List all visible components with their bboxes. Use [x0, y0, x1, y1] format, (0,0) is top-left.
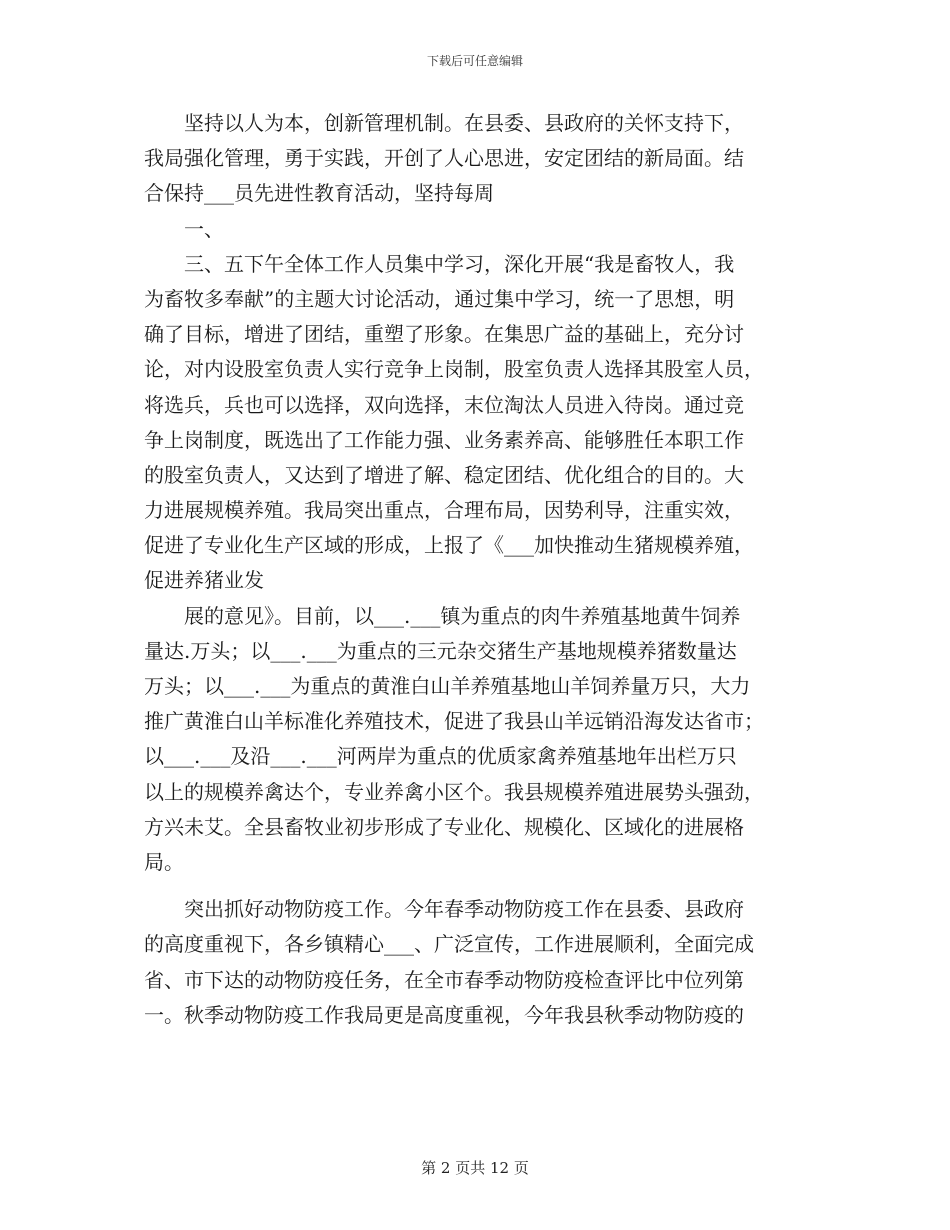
- text-line: 将选兵，兵也可以选择，双向选择，末位淘汰人员进入待岗。通过竞: [144, 392, 744, 417]
- text-line: 力进展规模养殖。我局突出重点，合理布局，因势利导，注重实效，: [144, 498, 744, 523]
- text-line: 的股室负责人，又达到了增进了解、稳定团结、优化组合的目的。大: [144, 462, 744, 487]
- text-line: 争上岗制度，既选出了工作能力强、业务素养高、能够胜任本职工作: [144, 427, 744, 452]
- text-line: 三、五下午全体工作人员集中学习，深化开展“我是畜牧人，我: [184, 251, 735, 276]
- text-line: 万头；以___.___为重点的黄淮白山羊养殖基地山羊饲养量万只，大力: [144, 674, 751, 698]
- text-line: 的高度重视下，各乡镇精心___、广泛宣传，工作进展顺利，全面完成: [144, 932, 754, 957]
- text-line: 突出抓好动物防疫工作。今年春季动物防疫工作在县委、县政府: [184, 897, 744, 922]
- text-line: 为畜牧多奉献”的主题大讨论活动，通过集中学习，统一了思想，明: [144, 286, 735, 311]
- text-line: 促进了专业化生产区域的形成，上报了《___加快推动生猪规模养殖，: [144, 533, 754, 558]
- text-line: 局。: [144, 849, 184, 874]
- text-line: 一。秋季动物防疫工作我局更是高度重视，今年我县秋季动物防疫的: [144, 1002, 744, 1027]
- text-line: 确了目标，增进了团结，重塑了形象。在集思广益的基础上，充分讨: [144, 322, 744, 347]
- text-line: 展的意见》。目前，以___.___镇为重点的肉牛养殖基地黄牛饲养: [184, 603, 741, 628]
- text-line: 以上的规模养禽达个，专业养禽小区个。我县规模养殖进展势头强劲，: [144, 779, 764, 804]
- text-line: 量达.万头；以___.___为重点的三元杂交猪生产基地规模养猪数量达: [144, 638, 737, 663]
- text-line: 方兴未艾。全县畜牧业初步形成了专业化、规模化、区域化的进展格: [144, 814, 744, 839]
- text-line: 一、: [184, 216, 224, 241]
- paragraph-gap: [144, 880, 806, 892]
- text-line: 促进养猪业发: [144, 568, 264, 593]
- text-line: 我局强化管理，勇于实践，开创了人心思进，安定团结的新局面。结: [144, 146, 744, 171]
- text-line: 省、市下达的动物防疫任务，在全市春季动物防疫检查评比中位列第: [144, 967, 744, 992]
- text-line: 论，对内设股室负责人实行竞争上岗制，股室负责人选择其股室人员，: [144, 357, 764, 382]
- document-body: [144, 106, 806, 1033]
- text-line: 以___.___及沿___.___河两岸为重点的优质家禽养殖基地年出栏万只: [144, 744, 737, 769]
- page-header: 下载后可任意编辑: [426, 54, 523, 68]
- text-line: 合保持___员先进性教育活动，坚持每周: [144, 181, 494, 206]
- page-footer: 第 2 页共 12 页: [421, 1159, 529, 1177]
- text-line: 坚持以人为本，创新管理机制。在县委、县政府的关怀支持下，: [184, 111, 744, 135]
- text-line: 推广黄淮白山羊标准化养殖技术，促进了我县山羊远销沿海发达省市；: [144, 709, 764, 734]
